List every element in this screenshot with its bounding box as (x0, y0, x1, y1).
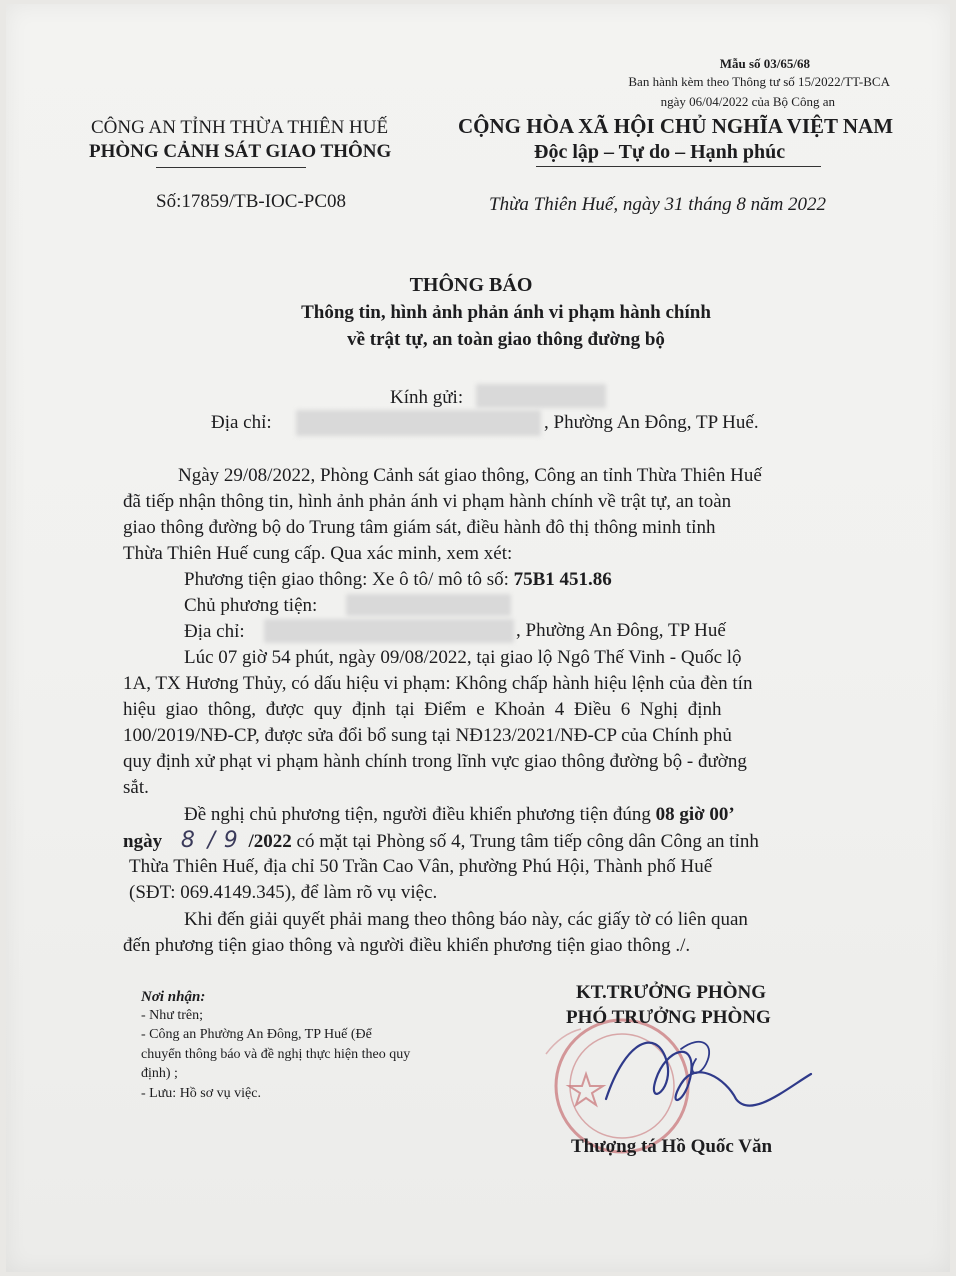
owner-address-label: Địa chỉ: (184, 621, 245, 642)
violation-line: quy định xử phạt vi phạm hành chính trong lĩnh vực giao thông đường bộ - đường (123, 751, 747, 772)
form-issued-note: Ban hành kèm theo Thông tư số 15/2022/TT-BCA (628, 74, 890, 89)
republic-heading: CỘNG HÒA XÃ HỘI CHỦ NGHĨA VIỆT NAM (458, 114, 894, 138)
recipients-item: chuyển thông báo và đề nghị thực hiện theo quy (141, 1047, 411, 1062)
recipients-title: Nơi nhận: (141, 989, 206, 1005)
body-line: giao thông đường bộ do Trung tâm giám sát, điều hành đô thị thông minh tỉnh (123, 517, 716, 538)
vehicle-plate: 75B1 451.86 (513, 569, 612, 590)
national-motto: Độc lập – Tự do – Hạnh phúc (534, 141, 786, 163)
recipient-label: Kính gửi: (390, 387, 464, 408)
recipient-address-label: Địa chỉ: (211, 412, 272, 433)
body-line: Ngày 29/08/2022, Phòng Cảnh sát giao thông, Công an tỉnh Thừa Thiên Huế (178, 465, 762, 486)
request-location: có mặt tại Phòng số 4, Trung tâm tiếp công dân Công an tỉnh (291, 831, 759, 852)
recipient-ward: , Phường An Đông, TP Huế. (544, 412, 759, 433)
request-line: Thừa Thiên Huế, địa chỉ 50 Trần Cao Vân, phường Phú Hội, Thành phố Huế (129, 856, 713, 877)
vehicle-label: Phương tiện giao thông: Xe ô tô/ mô tô số: (184, 569, 514, 590)
document-page (6, 4, 950, 1272)
handwritten-signature (586, 1019, 826, 1139)
body-line: đã tiếp nhận thông tin, hình ảnh phản ánh vi phạm hành chính về trật tự, an toàn (123, 491, 732, 512)
document-subtitle-1: Thông tin, hình ảnh phản ánh vi phạm hành chính (301, 302, 711, 323)
redacted-recipient-address (296, 410, 541, 436)
appointment-year: /2022 (248, 831, 292, 852)
appointment-day-label: ngày (123, 831, 163, 852)
redacted-owner-name (346, 594, 511, 616)
signer-name: Thượng tá Hồ Quốc Văn (571, 1136, 773, 1157)
issuing-agency: CÔNG AN TỈNH THỪA THIÊN HUẾ (91, 117, 389, 138)
signature-subtitle: PHÓ TRƯỞNG PHÒNG (566, 1007, 771, 1028)
appointment-date-line: ngày 8 / 9 /2022 có mặt tại Phòng số 4, Trung tâm tiếp công dân Công an tỉnh (123, 828, 759, 853)
appointment-time: 08 giờ 00’ (655, 804, 735, 825)
request-text: Đề nghị chủ phương tiện, người điều khiển phương tiện đúng (184, 804, 656, 825)
place-and-date: Thừa Thiên Huế, ngày 31 tháng 8 năm 2022 (489, 194, 827, 215)
violation-line: hiệu giao thông, được quy định tại Điểm e Khoản 4 Điều 6 Nghị định (123, 699, 722, 720)
closing-line: đến phương tiện giao thông và người điều khiển phương tiện giao thông ./. (123, 935, 691, 956)
violation-line: 100/2019/NĐ-CP, được sửa đổi bổ sung tại NĐ123/2021/NĐ-CP của Chính phủ (123, 725, 732, 746)
request-line (184, 802, 735, 828)
redacted-recipient-name (476, 384, 606, 408)
document-subtitle-2: về trật tự, an toàn giao thông đường bộ (347, 329, 665, 350)
handwritten-day: 8 (180, 828, 195, 853)
request-line: (SĐT: 069.4149.345), để làm rõ vụ việc. (129, 882, 438, 903)
recipients-item: - Lưu: Hồ sơ vụ việc. (141, 1086, 261, 1101)
document-number: Số:17859/TB-IOC-PC08 (156, 191, 347, 212)
recipients-item: - Như trên; (141, 1008, 204, 1023)
recipients-item: - Công an Phường An Đông, TP Huế (Để (141, 1027, 372, 1042)
body-line: Thừa Thiên Huế cung cấp. Qua xác minh, xem xét: (123, 543, 513, 564)
document-title: THÔNG BÁO (409, 274, 533, 296)
violation-line: Lúc 07 giờ 54 phút, ngày 09/08/2022, tại giao lộ Ngô Thế Vinh - Quốc lộ (184, 647, 742, 668)
motto-underline (536, 166, 821, 167)
owner-label: Chủ phương tiện: (184, 595, 318, 616)
handwritten-month: 9 (223, 828, 238, 853)
violation-line: sắt. (123, 777, 149, 798)
department-underline (156, 167, 306, 168)
vehicle-line (184, 567, 612, 593)
closing-line: Khi đến giải quyết phải mang theo thông báo này, các giấy tờ có liên quan (184, 909, 748, 930)
recipients-item: định) ; (141, 1066, 178, 1081)
signature-title: KT.TRƯỞNG PHÒNG (576, 982, 766, 1003)
form-number: Mẫu số 03/65/68 (719, 56, 810, 71)
issuing-department: PHÒNG CẢNH SÁT GIAO THÔNG (89, 141, 392, 162)
form-issued-date: ngày 06/04/2022 của Bộ Công an (660, 94, 835, 109)
redacted-owner-address (264, 619, 514, 643)
violation-line: 1A, TX Hương Thủy, có dấu hiệu vi phạm: Không chấp hành hiệu lệnh của đèn tín (123, 673, 753, 694)
owner-address-ward: , Phường An Đông, TP Huế (516, 620, 726, 641)
